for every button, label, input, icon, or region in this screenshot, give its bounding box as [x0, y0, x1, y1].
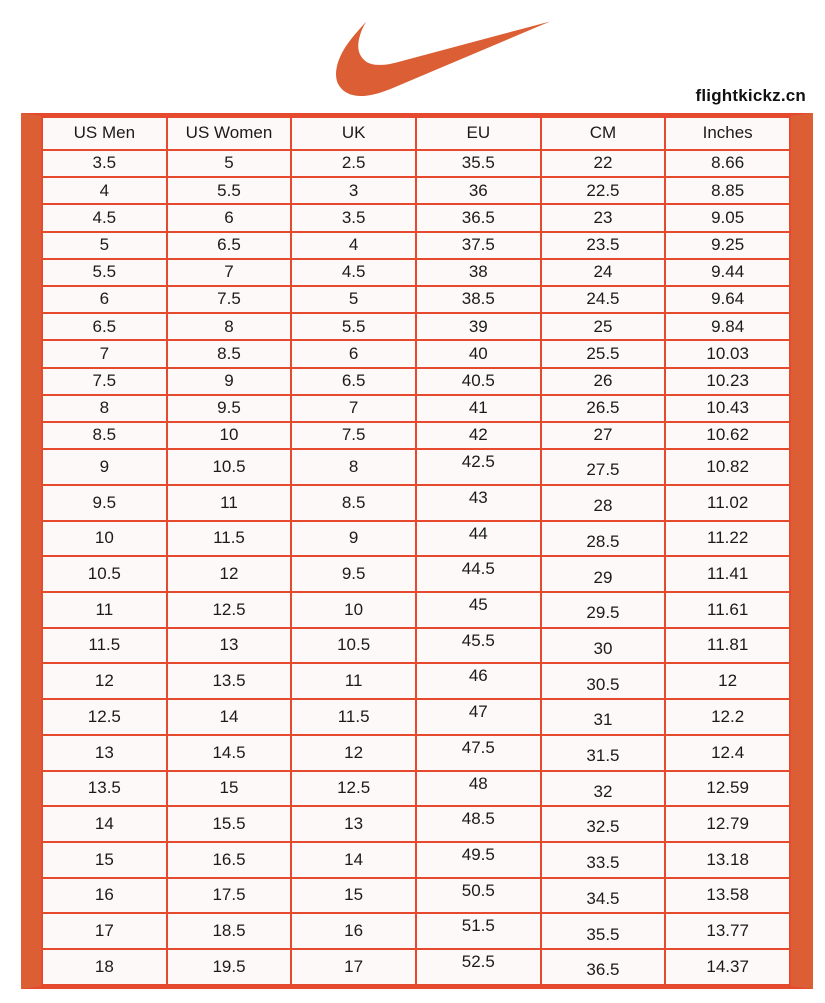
- table-cell: 6.5: [291, 368, 416, 395]
- table-cell: 28.5: [541, 521, 666, 557]
- table-cell: 5.5: [167, 177, 292, 204]
- table-cell: 8.85: [665, 177, 790, 204]
- table-cell: 18.5: [167, 913, 292, 949]
- table-cell: 27: [541, 422, 666, 449]
- table-cell: 10.5: [42, 556, 167, 592]
- table-cell: 8.66: [665, 150, 790, 177]
- table-cell: 45.5: [416, 628, 541, 664]
- table-cell: 23.5: [541, 232, 666, 259]
- table-cell: 7.5: [42, 368, 167, 395]
- table-cell: 4.5: [42, 204, 167, 231]
- table-cell: 26: [541, 368, 666, 395]
- table-cell: 15: [291, 878, 416, 914]
- table-cell: 35.5: [416, 150, 541, 177]
- table-cell: 5.5: [291, 313, 416, 340]
- table-cell: 8.5: [291, 485, 416, 521]
- table-cell: 11.02: [665, 485, 790, 521]
- table-row: [42, 204, 790, 231]
- table-cell: 17: [291, 949, 416, 985]
- table-cell: 17.5: [167, 878, 292, 914]
- table-cell: 11: [291, 663, 416, 699]
- table-cell: 36.5: [416, 204, 541, 231]
- table-cell: 27.5: [541, 449, 666, 485]
- table-cell: 14.5: [167, 735, 292, 771]
- table-cell: 9.44: [665, 259, 790, 286]
- table-cell: 2.5: [291, 150, 416, 177]
- table-cell: 47: [416, 699, 541, 735]
- header-cell: UK: [291, 117, 416, 150]
- table-row: [42, 232, 790, 259]
- table-cell: 11.5: [291, 699, 416, 735]
- table-cell: 30.5: [541, 663, 666, 699]
- table-cell: 8.5: [167, 340, 292, 367]
- table-cell: 35.5: [541, 913, 666, 949]
- table-cell: 18: [42, 949, 167, 985]
- table-cell: 30: [541, 628, 666, 664]
- table-cell: 13.18: [665, 842, 790, 878]
- table-cell: 8.5: [42, 422, 167, 449]
- table-cell: 31.5: [541, 735, 666, 771]
- table-cell: 14.37: [665, 949, 790, 985]
- table-cell: 10.5: [291, 628, 416, 664]
- table-cell: 22: [541, 150, 666, 177]
- table-cell: 5: [42, 232, 167, 259]
- table-cell: 3: [291, 177, 416, 204]
- table-cell: 31: [541, 699, 666, 735]
- table-cell: 6: [291, 340, 416, 367]
- table-cell: 36.5: [541, 949, 666, 985]
- table-row: [42, 259, 790, 286]
- header-cell: US Men: [42, 117, 167, 150]
- table-cell: 14: [291, 842, 416, 878]
- table-cell: 9.25: [665, 232, 790, 259]
- table-cell: 7: [167, 259, 292, 286]
- watermark-text: flightkickz.cn: [695, 86, 806, 105]
- table-row: [42, 663, 790, 699]
- table-row: [42, 735, 790, 771]
- table-cell: 13: [167, 628, 292, 664]
- table-row: [42, 699, 790, 735]
- table-cell: 6.5: [42, 313, 167, 340]
- table-cell: 36: [416, 177, 541, 204]
- table-cell: 9: [42, 449, 167, 485]
- table-cell: 12.5: [291, 771, 416, 807]
- table-row: [42, 368, 790, 395]
- table-cell: 16.5: [167, 842, 292, 878]
- table-cell: 10.03: [665, 340, 790, 367]
- table-cell: 25.5: [541, 340, 666, 367]
- table-cell: 10.43: [665, 395, 790, 422]
- table-row: [42, 628, 790, 664]
- table-row: [42, 842, 790, 878]
- table-frame: [21, 113, 813, 989]
- table-cell: 6: [42, 286, 167, 313]
- table-cell: 46: [416, 663, 541, 699]
- table-cell: 12.59: [665, 771, 790, 807]
- table-row: [42, 286, 790, 313]
- table-cell: 8: [291, 449, 416, 485]
- table-cell: 34.5: [541, 878, 666, 914]
- table-cell: 12.5: [167, 592, 292, 628]
- table-cell: 29: [541, 556, 666, 592]
- table-cell: 48.5: [416, 806, 541, 842]
- table-cell: 9.5: [42, 485, 167, 521]
- table-cell: 11.22: [665, 521, 790, 557]
- table-cell: 10.23: [665, 368, 790, 395]
- table-cell: 12: [167, 556, 292, 592]
- table-cell: 40: [416, 340, 541, 367]
- size-conversion-table: [41, 116, 791, 986]
- table-cell: 52.5: [416, 949, 541, 985]
- header-cell: US Women: [167, 117, 292, 150]
- table-cell: 13.5: [167, 663, 292, 699]
- header-row: [42, 117, 790, 150]
- table-cell: 9.5: [291, 556, 416, 592]
- table-cell: 39: [416, 313, 541, 340]
- table-cell: 9.64: [665, 286, 790, 313]
- table-cell: 4: [42, 177, 167, 204]
- table-cell: 22.5: [541, 177, 666, 204]
- table-cell: 12: [665, 663, 790, 699]
- table-cell: 12.79: [665, 806, 790, 842]
- table-cell: 11: [167, 485, 292, 521]
- table-row: [42, 556, 790, 592]
- table-row: [42, 449, 790, 485]
- table-cell: 3.5: [42, 150, 167, 177]
- table-row: [42, 313, 790, 340]
- table-cell: 33.5: [541, 842, 666, 878]
- table-row: [42, 177, 790, 204]
- table-cell: 29.5: [541, 592, 666, 628]
- table-cell: 11.81: [665, 628, 790, 664]
- table-cell: 11.41: [665, 556, 790, 592]
- table-cell: 9.05: [665, 204, 790, 231]
- table-cell: 15: [167, 771, 292, 807]
- table-cell: 11.61: [665, 592, 790, 628]
- table-cell: 38.5: [416, 286, 541, 313]
- table-header: [42, 117, 790, 150]
- table-row: [42, 592, 790, 628]
- table-cell: 24.5: [541, 286, 666, 313]
- table-cell: 45: [416, 592, 541, 628]
- table-row: [42, 949, 790, 985]
- table-cell: 8: [167, 313, 292, 340]
- table-cell: 13.58: [665, 878, 790, 914]
- table-cell: 9: [167, 368, 292, 395]
- table-cell: 3.5: [291, 204, 416, 231]
- table-cell: 7.5: [291, 422, 416, 449]
- table-cell: 10: [167, 422, 292, 449]
- table-cell: 14: [167, 699, 292, 735]
- table-cell: 5: [167, 150, 292, 177]
- table-cell: 14: [42, 806, 167, 842]
- table-cell: 28: [541, 485, 666, 521]
- header-cell: CM: [541, 117, 666, 150]
- table-cell: 12: [42, 663, 167, 699]
- table-cell: 13.5: [42, 771, 167, 807]
- table-cell: 42.5: [416, 449, 541, 485]
- table-cell: 26.5: [541, 395, 666, 422]
- table-cell: 50.5: [416, 878, 541, 914]
- table-cell: 47.5: [416, 735, 541, 771]
- header-cell: Inches: [665, 117, 790, 150]
- table-cell: 6: [167, 204, 292, 231]
- table-cell: 6.5: [167, 232, 292, 259]
- table-row: [42, 150, 790, 177]
- table-cell: 7.5: [167, 286, 292, 313]
- table-cell: 51.5: [416, 913, 541, 949]
- table-row: [42, 913, 790, 949]
- table-cell: 12: [291, 735, 416, 771]
- table-cell: 5: [291, 286, 416, 313]
- table-cell: 41: [416, 395, 541, 422]
- table-cell: 38: [416, 259, 541, 286]
- table-cell: 4: [291, 232, 416, 259]
- table-cell: 10: [42, 521, 167, 557]
- table-cell: 44: [416, 521, 541, 557]
- table-cell: 10: [291, 592, 416, 628]
- table-cell: 11.5: [42, 628, 167, 664]
- table-cell: 24: [541, 259, 666, 286]
- table-row: [42, 485, 790, 521]
- table-cell: 13: [291, 806, 416, 842]
- table-cell: 5.5: [42, 259, 167, 286]
- table-cell: 32: [541, 771, 666, 807]
- table-cell: 15: [42, 842, 167, 878]
- table-cell: 15.5: [167, 806, 292, 842]
- header-cell: EU: [416, 117, 541, 150]
- table-cell: 42: [416, 422, 541, 449]
- table-cell: 37.5: [416, 232, 541, 259]
- table-cell: 9.84: [665, 313, 790, 340]
- table-cell: 48: [416, 771, 541, 807]
- table-cell: 40.5: [416, 368, 541, 395]
- table-cell: 11.5: [167, 521, 292, 557]
- table-row: [42, 340, 790, 367]
- table-cell: 10.5: [167, 449, 292, 485]
- table-cell: 12.4: [665, 735, 790, 771]
- table-cell: 9.5: [167, 395, 292, 422]
- table-cell: 16: [291, 913, 416, 949]
- table-cell: 23: [541, 204, 666, 231]
- table-cell: 13.77: [665, 913, 790, 949]
- nike-swoosh-icon: [336, 17, 550, 96]
- table-cell: 16: [42, 878, 167, 914]
- table-cell: 8: [42, 395, 167, 422]
- table-cell: 12.5: [42, 699, 167, 735]
- table-row: [42, 878, 790, 914]
- table-cell: 4.5: [291, 259, 416, 286]
- table-cell: 44.5: [416, 556, 541, 592]
- table-row: [42, 422, 790, 449]
- table-cell: 9: [291, 521, 416, 557]
- table-cell: 12.2: [665, 699, 790, 735]
- table-cell: 7: [291, 395, 416, 422]
- table-cell: 49.5: [416, 842, 541, 878]
- table-cell: 7: [42, 340, 167, 367]
- table-row: [42, 395, 790, 422]
- table-cell: 17: [42, 913, 167, 949]
- table-cell: 32.5: [541, 806, 666, 842]
- table-row: [42, 521, 790, 557]
- table-row: [42, 771, 790, 807]
- table-cell: 43: [416, 485, 541, 521]
- table-cell: 10.82: [665, 449, 790, 485]
- table-cell: 11: [42, 592, 167, 628]
- table-cell: 13: [42, 735, 167, 771]
- table-cell: 19.5: [167, 949, 292, 985]
- table-cell: 25: [541, 313, 666, 340]
- nike-swoosh-path: [336, 21, 550, 96]
- table-cell: 10.62: [665, 422, 790, 449]
- table-row: [42, 806, 790, 842]
